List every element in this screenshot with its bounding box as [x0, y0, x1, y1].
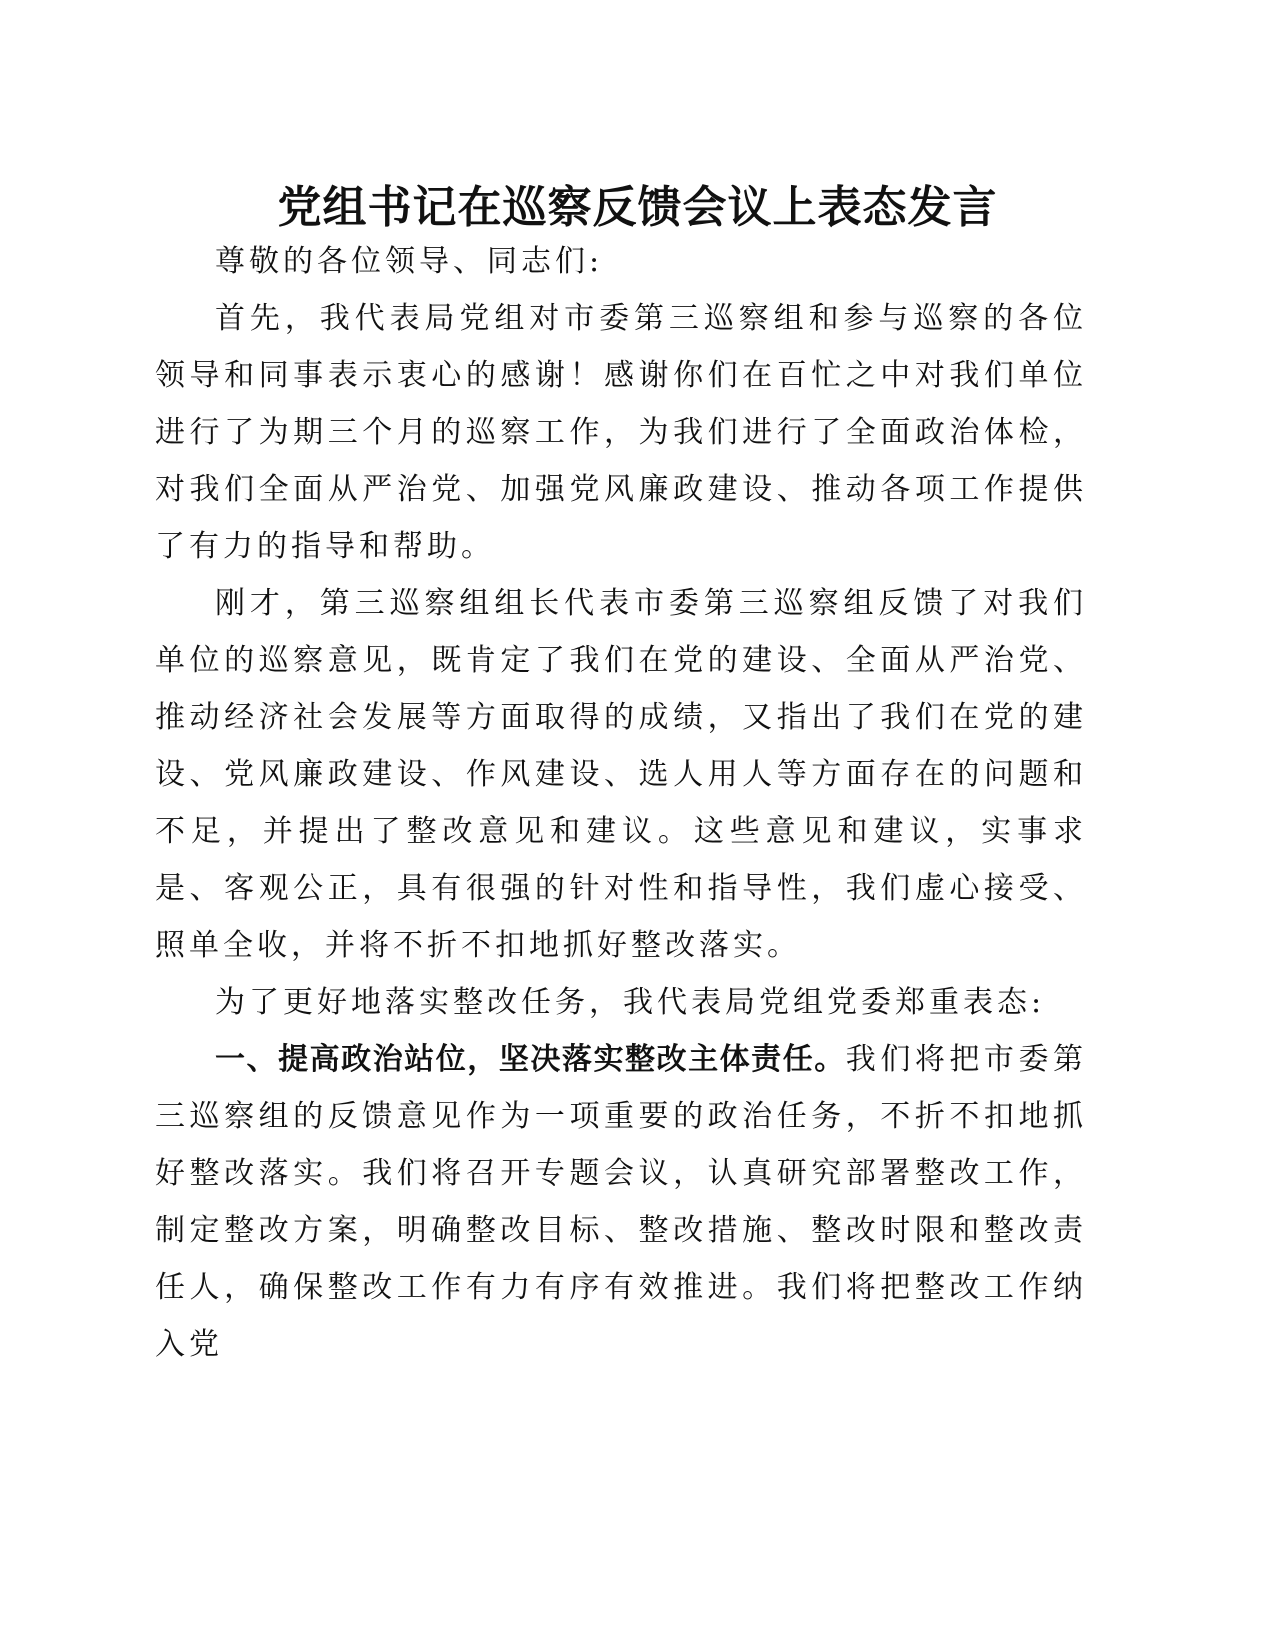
paragraph-pledge-intro: 为了更好地落实整改任务，我代表局党组党委郑重表态:	[215, 985, 1046, 1020]
document-body	[155, 233, 1087, 1373]
paragraph-feedback: 刚才，第三巡察组组长代表市委第三巡察组反馈了对我们单位的巡察意见，既肯定了我们在党的建设、全面从严治党、推动经济社会发展等方面取得的成绩，又指出了我们在党的建设、党风廉政建设、作风建设、选人用人等方面存在的问题和不足，并提出了整改意见和建议。这些意见和建议，实事求是、客观公正，具有很强的针对性和指导性，我们虚心接受、照单全收，并将不折不扣地抓好整改落实。	[155, 586, 1087, 963]
paragraph-thanks: 首先，我代表局党组对市委第三巡察组和参与巡察的各位领导和同事表示衷心的感谢！感谢你们在百忙之中对我们单位进行了为期三个月的巡察工作，为我们进行了全面政治体检，对我们全面从严治党、加强党风廉政建设、推动各项工作提供了有力的指导和帮助。	[155, 301, 1087, 564]
section-1-text: 我们将把市委第三巡察组的反馈意见作为一项重要的政治任务，不折不扣地抓好整改落实。我们将召开专题会议，认真研究部署整改工作，制定整改方案，明确整改目标、整改措施、整改时限和整改责任人，确保整改工作有力有序有效推进。我们将把整改工作纳入党	[155, 1042, 1088, 1362]
salutation: 尊敬的各位领导、同志们:	[215, 244, 604, 279]
document-title: 党组书记在巡察反馈会议上表态发言	[277, 182, 998, 233]
section-1-paragraph	[155, 1031, 1087, 1373]
section-1-heading: 一、提高政治站位，坚决落实整改主体责任。	[215, 1042, 846, 1077]
